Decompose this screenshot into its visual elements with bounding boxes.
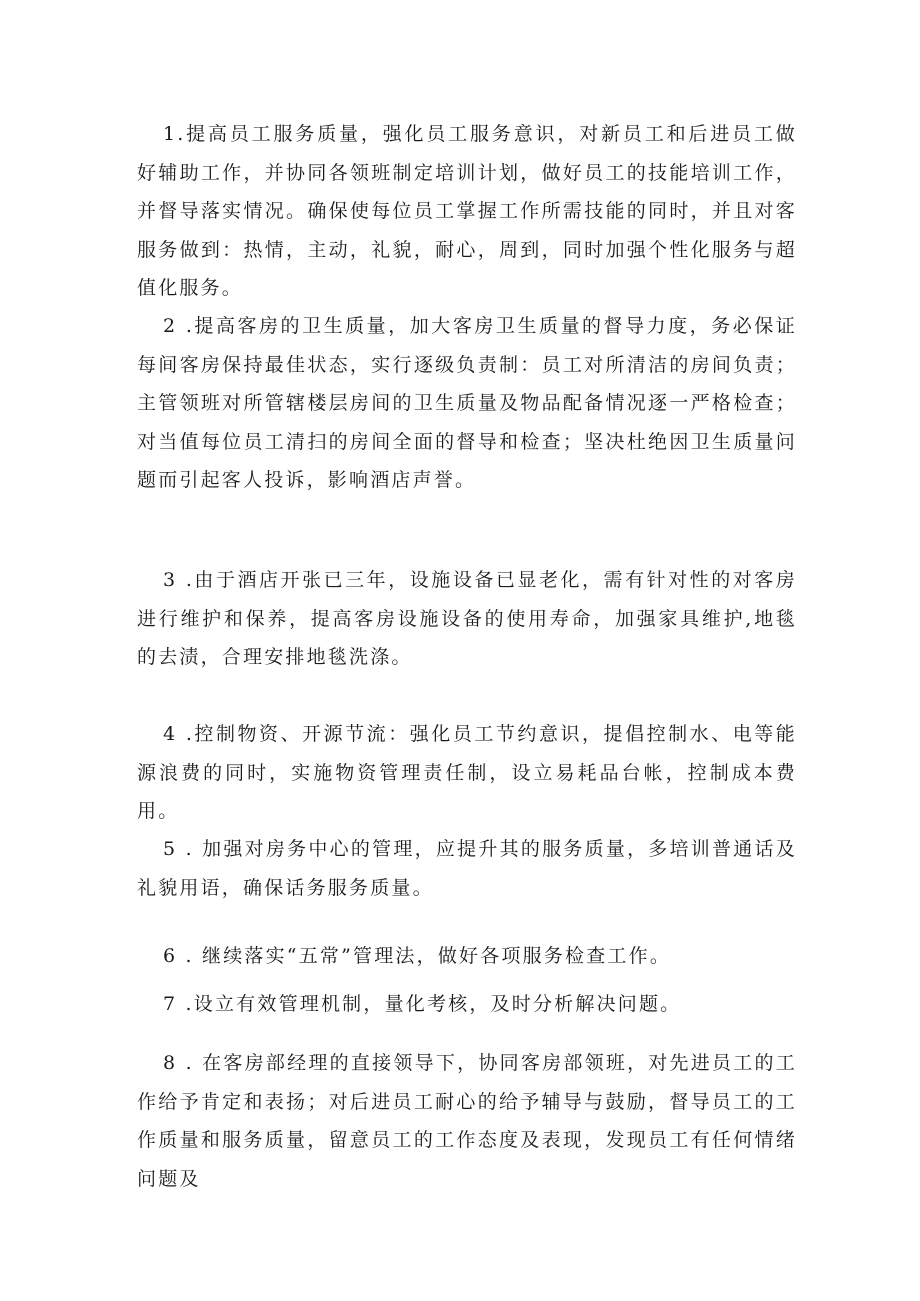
paragraph-7: 7 .设立有效管理机制，量化考核，及时分析解决问题。 xyxy=(163,993,682,1015)
paragraph-8: 8 . 在客房部经理的直接领导下，协同客房部领班，对先进员工的工作给予肯定和表扬；对后进员工耐心的给予辅导与鼓励，督导员工的工作质量和服务质量，留意员工的工作态度及表现，发现员工有任何情绪问题及 xyxy=(137,1052,797,1190)
paragraph-6: 6 . 继续落实“五常”管理法，做好各项服务检查工作。 xyxy=(163,945,672,967)
paragraph-3: 3 .由于酒店开张已三年，设施设备已显老化，需有针对性的对客房进行维护和保养，提高客房设施设备的使用寿命，加强家具维护,地毯的去渍，合理安排地毯洗涤。 xyxy=(137,569,797,668)
paragraph-2: 2 .提高客房的卫生质量，加大客房卫生质量的督导力度，务必保证每间客房保持最佳状态，实行逐级负责制：员工对所清洁的房间负责；主管领班对所管辖楼层房间的卫生质量及物品配备情况逐一严格检查；对当值每位员工清扫的房间全面的督导和检查；坚决杜绝因卫生质量问题而引起客人投诉，影响酒店声誉。 xyxy=(137,315,797,491)
paragraph-1: 1.提高员工服务质量，强化员工服务意识，对新员工和后进员工做好辅助工作，并协同各领班制定培训计划，做好员工的技能培训工作，并督导落实情况。确保使每位员工掌握工作所需技能的同时，并且对客服务做到：热情，主动，礼貌，耐心，周到，同时加强个性化服务与超值化服务。 xyxy=(137,123,797,299)
paragraph-5: 5 . 加强对房务中心的管理，应提升其的服务质量，多培训普通话及礼貌用语，确保话务服务质量。 xyxy=(137,838,797,899)
paragraph-4: 4 .控制物资、开源节流：强化员工节约意识，提倡控制水、电等能源浪费的同时，实施物资管理责任制，设立易耗品台帐，控制成本费用。 xyxy=(137,723,797,822)
